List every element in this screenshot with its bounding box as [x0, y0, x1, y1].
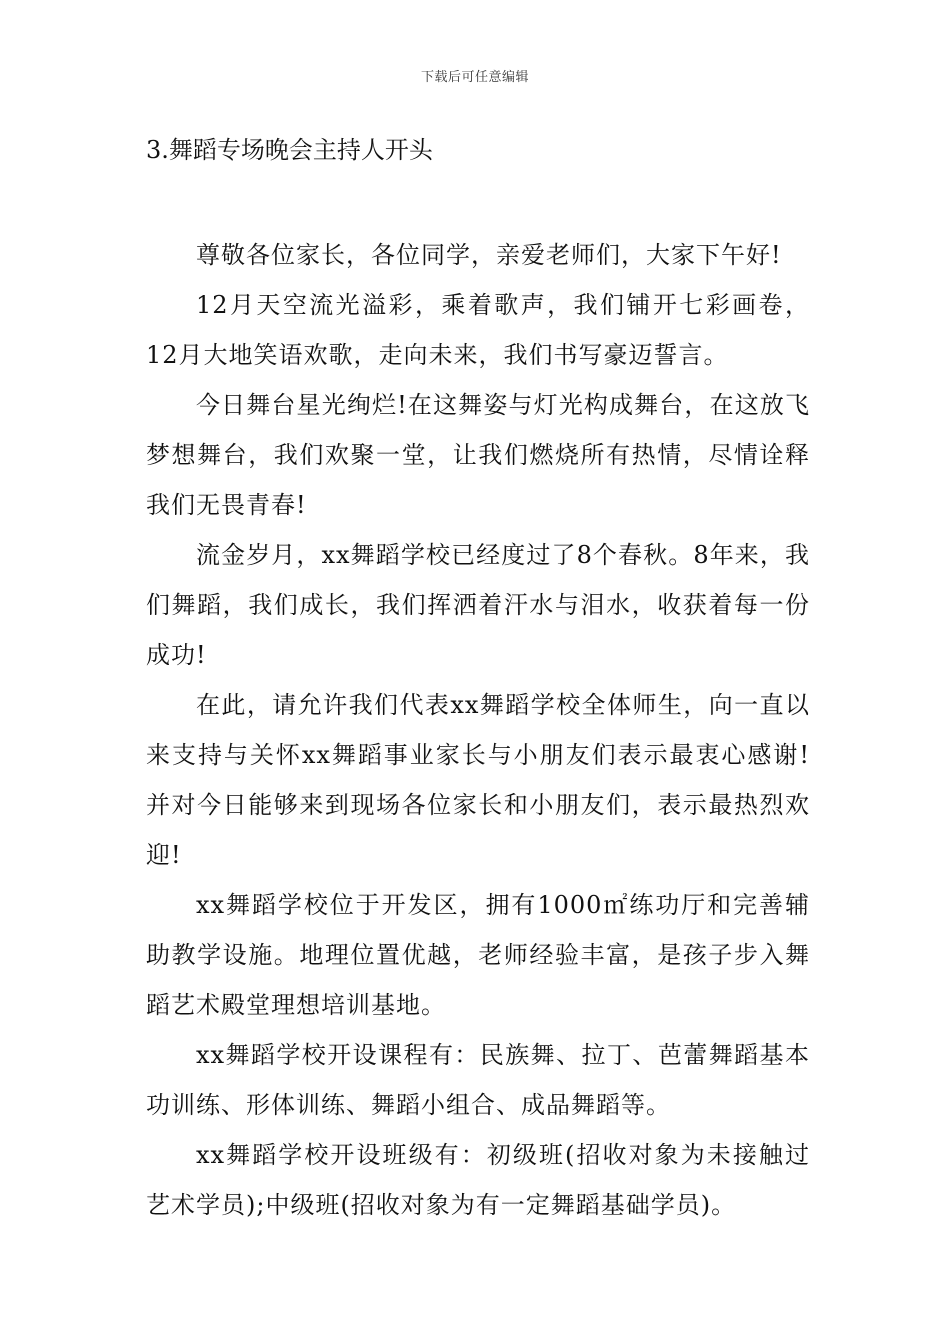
- paragraph-courses: xx舞蹈学校开设课程有：民族舞、拉丁、芭蕾舞蹈基本功训练、形体训练、舞蹈小组合、成品舞蹈等。: [146, 1041, 810, 1119]
- document-body: [146, 230, 810, 1230]
- paragraph-greeting: 尊敬各位家长，各位同学，亲爱老师们，大家下午好!: [196, 241, 782, 269]
- paragraph-december: 12月天空流光溢彩，乘着歌声，我们铺开七彩画卷，12月大地笑语欢歌，走向未来，我们书写豪迈誓言。: [146, 291, 810, 369]
- document-title: 3.舞蹈专场晚会主持人开头: [146, 136, 433, 164]
- paragraph-school-intro: xx舞蹈学校位于开发区，拥有1000㎡练功厅和完善辅助教学设施。地理位置优越，老师经验丰富，是孩子步入舞蹈艺术殿堂理想培训基地。: [146, 891, 810, 1019]
- paragraph-stage: 今日舞台星光绚烂!在这舞姿与灯光构成舞台，在这放飞梦想舞台，我们欢聚一堂，让我们燃烧所有热情，尽情诠释我们无畏青春!: [146, 391, 810, 519]
- paragraph-history: 流金岁月，xx舞蹈学校已经度过了8个春秋。8年来，我们舞蹈，我们成长，我们挥洒着汗水与泪水，收获着每一份成功!: [146, 541, 810, 669]
- paragraph-classes: xx舞蹈学校开设班级有：初级班(招收对象为未接触过艺术学员);中级班(招收对象为有一定舞蹈基础学员)。: [146, 1141, 810, 1219]
- paragraph-thanks: 在此，请允许我们代表xx舞蹈学校全体师生，向一直以来支持与关怀xx舞蹈事业家长与小朋友们表示最衷心感谢!并对今日能够来到现场各位家长和小朋友们，表示最热烈欢迎!: [146, 691, 810, 869]
- header-note: 下载后可任意编辑: [420, 70, 529, 85]
